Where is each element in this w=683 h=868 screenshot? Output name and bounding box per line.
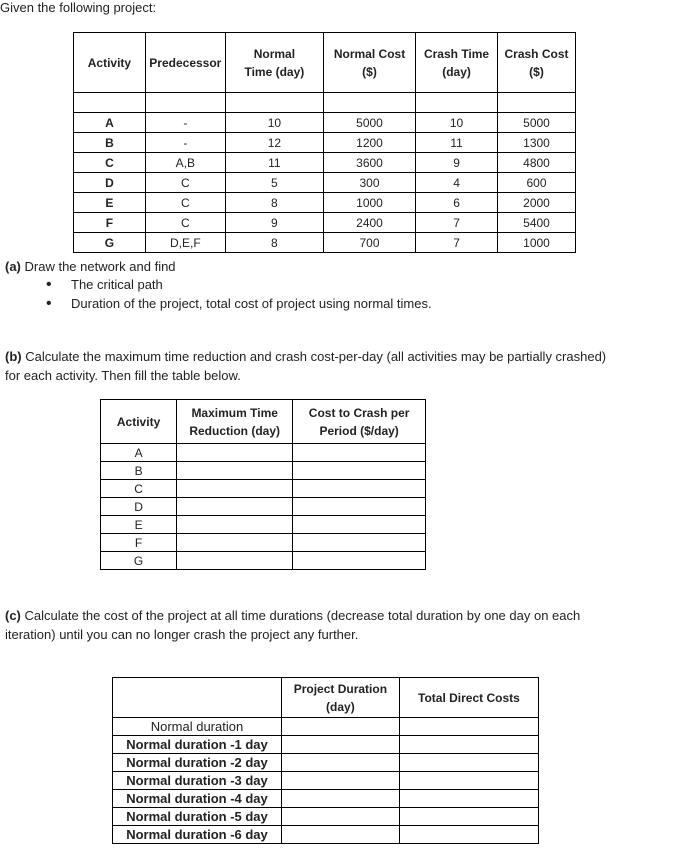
part-b-line1: Calculate the maximum time reduction and crash cost-per-day (all activities may be partially crashed) xyxy=(25,349,607,364)
header-normal-cost xyxy=(323,33,415,93)
input-cell[interactable] xyxy=(177,462,293,480)
input-cell[interactable] xyxy=(293,444,426,462)
input-cell[interactable] xyxy=(399,826,538,844)
header-cost-to-crash xyxy=(293,400,426,444)
input-cell[interactable] xyxy=(177,444,293,462)
intro-text: Given the following project: xyxy=(0,0,157,15)
input-cell[interactable] xyxy=(281,790,399,808)
cell: 10 xyxy=(416,113,498,133)
cell: 8 xyxy=(225,233,323,253)
row-label: Normal duration -3 day xyxy=(113,772,282,790)
input-cell[interactable] xyxy=(177,534,293,552)
input-cell[interactable] xyxy=(177,480,293,498)
input-cell[interactable] xyxy=(293,462,426,480)
cell: E xyxy=(74,193,146,213)
cell: 7 xyxy=(416,233,498,253)
cell: 7 xyxy=(416,213,498,233)
table-row xyxy=(113,718,539,736)
crash-rate-table xyxy=(100,399,426,570)
part-c-label: (c) xyxy=(5,608,21,623)
cell: B xyxy=(101,462,177,480)
cell: 2000 xyxy=(498,193,576,213)
row-label: Normal duration -6 day xyxy=(113,826,282,844)
header-activity: Activity xyxy=(101,400,177,444)
table-row xyxy=(101,444,426,462)
header-crash-time xyxy=(416,33,498,93)
cell: E xyxy=(101,516,177,534)
input-cell[interactable] xyxy=(293,480,426,498)
cell: 1000 xyxy=(323,193,415,213)
header-activity: Activity xyxy=(74,33,146,93)
cell: F xyxy=(101,534,177,552)
header-project-duration-text: Project Duration (day) xyxy=(293,681,388,714)
cell: D xyxy=(101,498,177,516)
input-cell[interactable] xyxy=(293,516,426,534)
cell: C xyxy=(74,153,146,173)
table-row xyxy=(101,552,426,570)
table-row xyxy=(74,153,576,173)
part-a-question xyxy=(5,257,176,276)
input-cell[interactable] xyxy=(399,790,538,808)
cell: C xyxy=(145,213,225,233)
input-cell[interactable] xyxy=(177,516,293,534)
input-cell[interactable] xyxy=(281,736,399,754)
header-crash-cost xyxy=(498,33,576,93)
table-row xyxy=(101,516,426,534)
part-c-line2: iteration) until you can no longer crash the project any further. xyxy=(5,627,359,642)
table-row xyxy=(101,498,426,516)
cell: C xyxy=(145,173,225,193)
cell: A xyxy=(101,444,177,462)
cell: B xyxy=(74,133,146,153)
part-a-label: (a) xyxy=(5,259,21,274)
header-normal-time xyxy=(225,33,323,93)
header-cost-to-crash-text: Cost to Crash per Period ($/day) xyxy=(308,405,410,438)
input-cell[interactable] xyxy=(281,754,399,772)
cell: 12 xyxy=(225,133,323,153)
project-table xyxy=(73,32,576,253)
table-row xyxy=(74,113,576,133)
cell: 9 xyxy=(225,213,323,233)
cell: 4 xyxy=(416,173,498,193)
header-blank xyxy=(113,678,282,718)
input-cell[interactable] xyxy=(281,826,399,844)
cell: 4800 xyxy=(498,153,576,173)
cell: 11 xyxy=(225,153,323,173)
input-cell[interactable] xyxy=(281,772,399,790)
table-row xyxy=(101,462,426,480)
header-crash-time-text: Crash Time (day) xyxy=(423,46,490,79)
table-header-row xyxy=(101,400,426,444)
table-row xyxy=(101,480,426,498)
cell: 5000 xyxy=(498,113,576,133)
header-max-time-reduction xyxy=(177,400,293,444)
table-row xyxy=(74,173,576,193)
cell: D,E,F xyxy=(145,233,225,253)
row-label: Normal duration -5 day xyxy=(113,808,282,826)
input-cell[interactable] xyxy=(293,534,426,552)
cell: G xyxy=(101,552,177,570)
input-cell[interactable] xyxy=(281,808,399,826)
table-row xyxy=(113,808,539,826)
part-b-label: (b) xyxy=(5,349,22,364)
table-row xyxy=(74,213,576,233)
cell: 10 xyxy=(225,113,323,133)
input-cell[interactable] xyxy=(399,772,538,790)
header-crash-cost-text: Crash Cost ($) xyxy=(504,46,569,79)
cell: 8 xyxy=(225,193,323,213)
table-spacer xyxy=(74,93,576,113)
row-label: Normal duration xyxy=(113,718,282,736)
input-cell[interactable] xyxy=(399,718,538,736)
cost-duration-table xyxy=(112,677,539,844)
table-row xyxy=(113,826,539,844)
part-a-bullets xyxy=(46,275,432,313)
cell: 1200 xyxy=(323,133,415,153)
table-row xyxy=(113,754,539,772)
header-normal-cost-text: Normal Cost ($) xyxy=(333,46,406,79)
cell: D xyxy=(74,173,146,193)
cell: A,B xyxy=(145,153,225,173)
input-cell[interactable] xyxy=(177,552,293,570)
cell: 1000 xyxy=(498,233,576,253)
cell: F xyxy=(74,213,146,233)
cell: 600 xyxy=(498,173,576,193)
cell: - xyxy=(145,113,225,133)
cell: 1300 xyxy=(498,133,576,153)
row-label: Normal duration -2 day xyxy=(113,754,282,772)
part-a-text: Draw the network and find xyxy=(24,259,176,274)
cell: 700 xyxy=(323,233,415,253)
cell: - xyxy=(145,133,225,153)
input-cell[interactable] xyxy=(177,498,293,516)
table-row xyxy=(74,233,576,253)
bullet-item: • The critical path xyxy=(46,275,432,294)
cell: 5400 xyxy=(498,213,576,233)
table-row xyxy=(113,772,539,790)
table-row xyxy=(113,790,539,808)
table-row xyxy=(113,736,539,754)
input-cell[interactable] xyxy=(281,718,399,736)
cell: C xyxy=(101,480,177,498)
cell: 5 xyxy=(225,173,323,193)
input-cell[interactable] xyxy=(399,754,538,772)
part-c-line1: Calculate the cost of the project at all time durations (decrease total duration by one day on each xyxy=(24,608,581,623)
cell: 6 xyxy=(416,193,498,213)
part-b-question xyxy=(5,347,606,385)
header-total-direct-costs: Total Direct Costs xyxy=(399,678,538,718)
cell: 3600 xyxy=(323,153,415,173)
table-row xyxy=(101,534,426,552)
header-project-duration xyxy=(281,678,399,718)
cell: 9 xyxy=(416,153,498,173)
cell: 11 xyxy=(416,133,498,153)
header-max-time-reduction-text: Maximum Time Reduction (day) xyxy=(189,405,281,438)
input-cell[interactable] xyxy=(399,808,538,826)
cell: C xyxy=(145,193,225,213)
cell: 2400 xyxy=(323,213,415,233)
bullet-item: • Duration of the project, total cost of project using normal times. xyxy=(46,294,432,313)
header-predecessor: Predecessor xyxy=(145,33,225,93)
cell: A xyxy=(74,113,146,133)
table-header-row xyxy=(74,33,576,93)
table-row xyxy=(74,193,576,213)
table-row xyxy=(74,133,576,153)
row-label: Normal duration -4 day xyxy=(113,790,282,808)
input-cell[interactable] xyxy=(293,552,426,570)
part-b-line2: for each activity. Then fill the table below. xyxy=(5,368,241,383)
part-c-question xyxy=(5,606,580,644)
cell: 300 xyxy=(323,173,415,193)
table-header-row xyxy=(113,678,539,718)
row-label: Normal duration -1 day xyxy=(113,736,282,754)
input-cell[interactable] xyxy=(399,736,538,754)
cell: G xyxy=(74,233,146,253)
header-normal-time-text: Normal Time (day) xyxy=(244,46,305,79)
cell: 5000 xyxy=(323,113,415,133)
input-cell[interactable] xyxy=(293,498,426,516)
